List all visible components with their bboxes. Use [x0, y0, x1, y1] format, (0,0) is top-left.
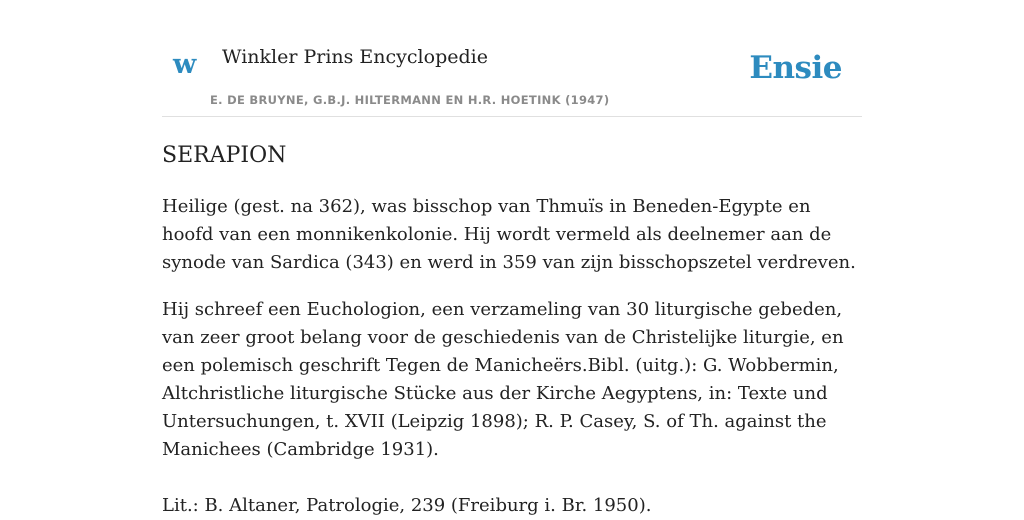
article — [162, 141, 862, 520]
publication-authors: E. DE BRUYNE, G.B.J. HILTERMANN EN H.R. HOETINK (1947) — [210, 93, 610, 107]
site-header — [162, 0, 862, 117]
publication-title[interactable]: Winkler Prins Encyclopedie — [222, 46, 488, 68]
literature-reference: Lit.: B. Altaner, Patrologie, 239 (Freiburg i. Br. 1950). — [162, 495, 652, 516]
article-title: SERAPION — [162, 143, 287, 168]
article-paragraph: Heilige (gest. na 362), was bisschop van Thmuïs in Beneden-Egypte en hoofd van een monnikenkolonie. Hij wordt vermeld als deelnemer aan de synode van Sardica (343) en werd in 359 van zijn bisschopszetel verdreven. — [162, 196, 856, 273]
page — [162, 0, 862, 520]
winkler-prins-logo[interactable]: w — [173, 49, 197, 80]
article-paragraph: Hij schreef een Euchologion, een verzameling van 30 liturgische gebeden, van zeer groot belang voor de geschiedenis van de Christelijke liturgie, en een polemisch geschrift Tegen de Manicheërs.Bibl. (uitg.): G. Wobbermin, Altchristliche liturgische Stücke aus der Kirche Aegyptens, in: Texte und Untersuchungen, t. XVII (Leipzig 1898); R. P. Casey, S. of Th. against the Manichees (Cambridge 1931). — [162, 299, 844, 460]
ensie-logo[interactable]: Ensie — [749, 50, 842, 86]
